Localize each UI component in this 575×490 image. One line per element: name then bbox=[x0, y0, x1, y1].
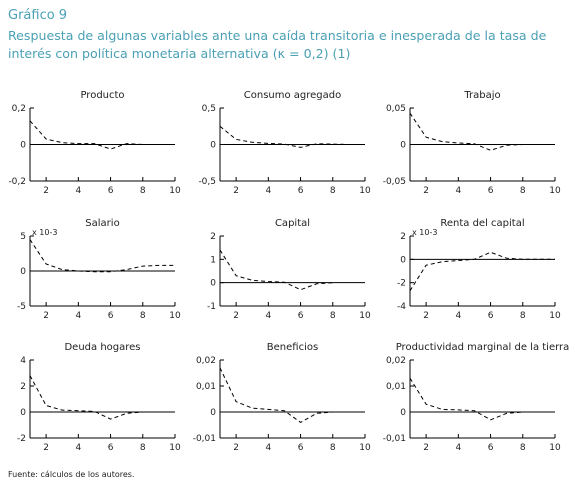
ytick-label-7-3: -0,01 bbox=[192, 434, 216, 444]
xtick-label-1-1: 4 bbox=[265, 186, 272, 196]
xtick-label-8-1: 4 bbox=[455, 443, 462, 453]
scale-multiplier-3: x 10-3 bbox=[32, 228, 58, 237]
xtick-label-2-3: 8 bbox=[519, 186, 526, 196]
figure-label: Gráfico 9 bbox=[8, 8, 68, 23]
series-line-3-0 bbox=[30, 240, 175, 272]
figure-title: Respuesta de algunas variables ante una caída transitoria e inesperada de la tasa de interés con política monetaria alternativa (κ = 0,2) (1) bbox=[8, 28, 547, 61]
ytick-label-0-2: -0,2 bbox=[8, 177, 26, 187]
ytick-label-5-0: 2 bbox=[400, 232, 406, 242]
xtick-label-4-2: 6 bbox=[297, 311, 304, 321]
ytick-label-2-0: 0,05 bbox=[385, 104, 406, 114]
panel-title-1: Consumo agregado bbox=[243, 90, 342, 101]
xtick-label-5-3: 8 bbox=[519, 311, 526, 321]
xtick-label-6-1: 4 bbox=[75, 443, 82, 453]
ytick-label-1-1: 0 bbox=[210, 140, 216, 151]
ytick-label-2-1: 0 bbox=[400, 140, 406, 151]
xtick-label-2-1: 4 bbox=[455, 186, 462, 196]
ytick-label-3-0: 5 bbox=[20, 232, 26, 242]
xtick-label-0-0: 2 bbox=[43, 186, 49, 196]
ytick-label-3-1: 0 bbox=[20, 267, 26, 277]
ytick-label-8-0: 0,02 bbox=[385, 356, 406, 366]
xtick-label-4-3: 8 bbox=[329, 311, 336, 321]
xtick-label-7-0: 2 bbox=[233, 443, 239, 453]
ytick-label-5-3: -4 bbox=[397, 302, 406, 312]
xtick-label-1-4: 10 bbox=[359, 186, 371, 196]
series-line-6-0 bbox=[30, 376, 143, 420]
xtick-label-0-4: 10 bbox=[169, 186, 181, 196]
ytick-label-5-2: -2 bbox=[397, 278, 406, 289]
xtick-label-8-3: 8 bbox=[519, 443, 526, 453]
panel-title-4: Capital bbox=[274, 218, 311, 229]
xtick-label-1-2: 6 bbox=[297, 186, 304, 196]
ytick-label-4-2: 0 bbox=[210, 278, 216, 289]
ytick-label-1-0: 0,5 bbox=[201, 104, 216, 114]
xtick-label-5-4: 10 bbox=[549, 311, 561, 321]
xtick-label-5-0: 2 bbox=[423, 311, 429, 321]
ytick-label-0-1: 0 bbox=[20, 140, 26, 151]
source-note: Fuente: cálculos de los autores. bbox=[8, 470, 135, 479]
xtick-label-1-0: 2 bbox=[233, 186, 239, 196]
xtick-label-7-2: 6 bbox=[297, 443, 304, 453]
scale-multiplier-5: x 10-3 bbox=[412, 228, 438, 237]
xtick-label-8-2: 6 bbox=[487, 443, 494, 453]
series-line-5-0 bbox=[410, 252, 555, 290]
ytick-label-1-2: -0,5 bbox=[198, 177, 216, 187]
panel-title-3: Salario bbox=[85, 218, 120, 229]
ytick-label-5-1: 0 bbox=[400, 255, 406, 266]
xtick-label-5-1: 4 bbox=[455, 311, 462, 321]
xtick-label-3-2: 6 bbox=[107, 311, 114, 321]
xtick-label-0-1: 4 bbox=[75, 186, 82, 196]
xtick-label-4-0: 2 bbox=[233, 311, 239, 321]
ytick-label-7-2: 0 bbox=[210, 408, 216, 418]
panel-title-0: Producto bbox=[80, 90, 125, 101]
xtick-label-0-3: 8 bbox=[139, 186, 146, 196]
series-line-4-0 bbox=[220, 250, 333, 290]
ytick-label-8-3: -0,01 bbox=[382, 434, 406, 444]
ytick-label-6-1: 2 bbox=[20, 382, 26, 392]
ytick-label-7-0: 0,02 bbox=[195, 356, 216, 366]
xtick-label-6-4: 10 bbox=[169, 443, 181, 453]
ytick-label-4-1: 1 bbox=[210, 255, 216, 266]
ytick-label-8-2: 0 bbox=[400, 408, 406, 418]
xtick-label-3-0: 2 bbox=[43, 311, 49, 321]
panel-title-5: Renta del capital bbox=[440, 218, 525, 229]
xtick-label-7-3: 8 bbox=[329, 443, 336, 453]
ytick-label-8-1: 0,01 bbox=[385, 382, 406, 392]
ytick-label-2-2: -0,05 bbox=[382, 177, 406, 187]
xtick-label-2-2: 6 bbox=[487, 186, 494, 196]
panel-title-8: Productividad marginal de la tierra bbox=[395, 342, 570, 353]
xtick-label-1-3: 8 bbox=[329, 186, 336, 196]
xtick-label-6-2: 6 bbox=[107, 443, 114, 453]
xtick-label-6-0: 2 bbox=[43, 443, 49, 453]
xtick-label-7-4: 10 bbox=[359, 443, 371, 453]
ytick-label-6-3: -2 bbox=[17, 434, 26, 444]
xtick-label-3-4: 10 bbox=[169, 311, 181, 321]
xtick-label-7-1: 4 bbox=[265, 443, 272, 453]
ytick-label-6-0: 4 bbox=[20, 356, 26, 366]
ytick-label-7-1: 0,01 bbox=[195, 382, 216, 392]
xtick-label-5-2: 6 bbox=[487, 311, 494, 321]
xtick-label-4-1: 4 bbox=[265, 311, 272, 321]
xtick-label-2-0: 2 bbox=[423, 186, 429, 196]
panel-title-7: Beneficios bbox=[266, 342, 319, 353]
xtick-label-0-2: 6 bbox=[107, 186, 114, 196]
ytick-label-4-0: 2 bbox=[210, 232, 216, 242]
xtick-label-2-4: 10 bbox=[549, 186, 561, 196]
xtick-label-6-3: 8 bbox=[139, 443, 146, 453]
ytick-label-4-3: -1 bbox=[207, 302, 216, 312]
ytick-label-0-0: 0,2 bbox=[11, 104, 26, 114]
series-line-8-0 bbox=[410, 378, 555, 420]
xtick-label-3-3: 8 bbox=[139, 311, 146, 321]
xtick-label-8-4: 10 bbox=[549, 443, 561, 453]
ytick-label-6-2: 0 bbox=[20, 408, 26, 418]
ytick-label-3-2: -5 bbox=[17, 302, 26, 312]
panel-title-2: Trabajo bbox=[464, 90, 501, 101]
panel-title-6: Deuda hogares bbox=[64, 342, 141, 353]
series-line-7-0 bbox=[220, 368, 365, 423]
xtick-label-8-0: 2 bbox=[423, 443, 429, 453]
xtick-label-4-4: 10 bbox=[359, 311, 371, 321]
xtick-label-3-1: 4 bbox=[75, 311, 82, 321]
